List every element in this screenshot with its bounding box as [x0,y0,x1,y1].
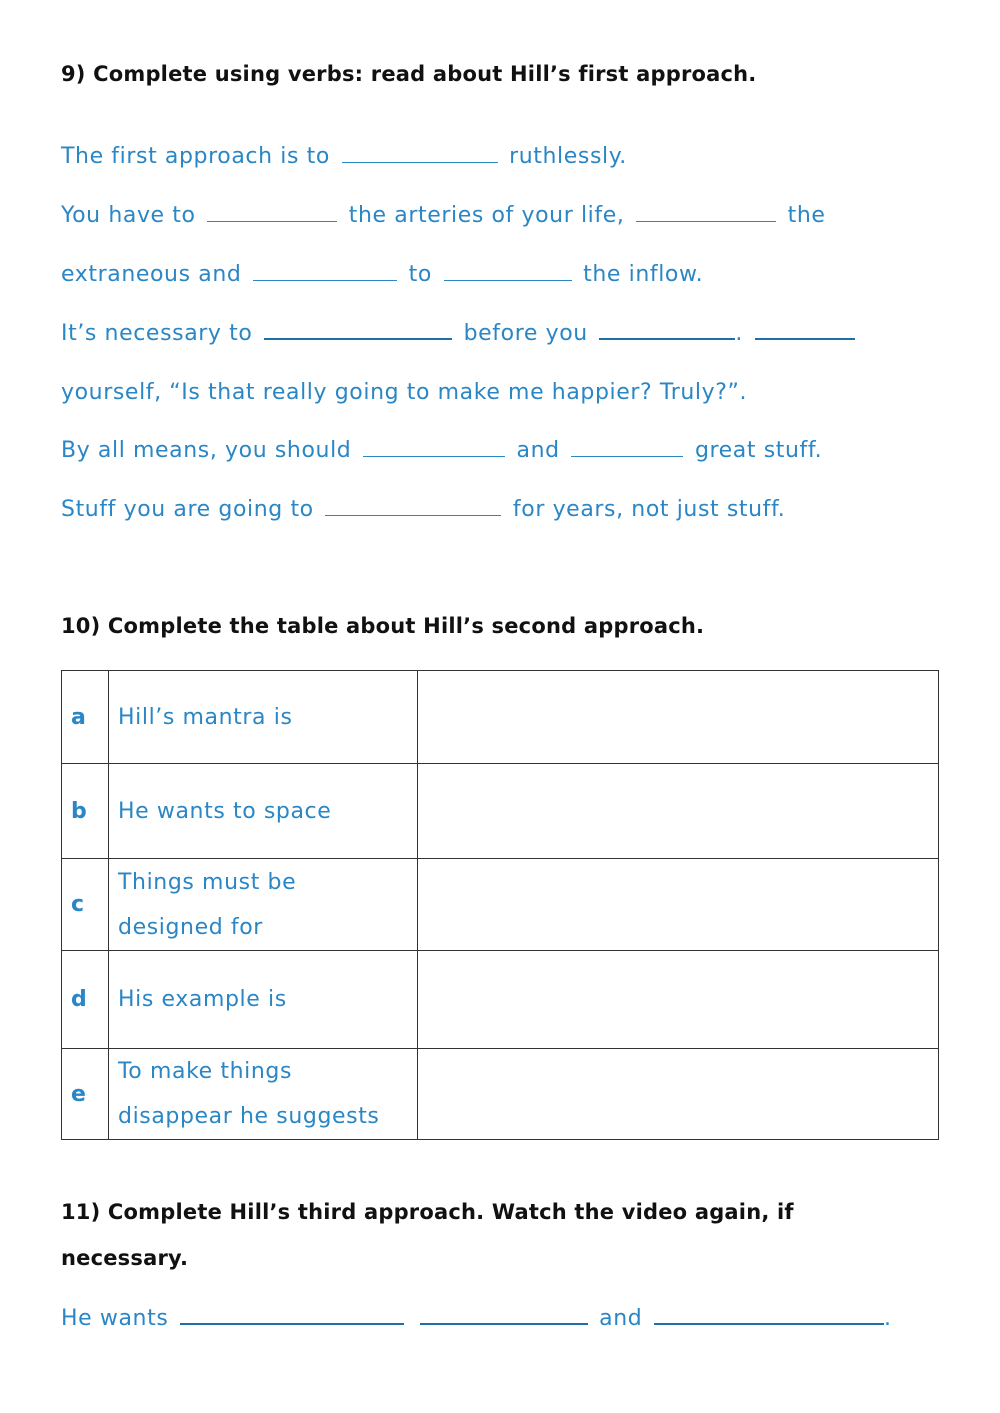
row-prompt: To make things disappear he suggests [109,1049,418,1140]
row-prompt: His example is [109,951,418,1049]
row-letter: a [62,671,109,764]
q9-line-3: extraneous and to the inflow. [61,262,704,287]
blank-12[interactable] [180,1305,404,1325]
row-answer[interactable] [418,859,939,951]
row-letter: e [62,1049,109,1140]
blank-8[interactable] [755,320,855,340]
q9-line-6: By all means, you should and great stuff. [61,438,823,463]
table-row [62,764,939,859]
blank-1[interactable] [342,144,498,163]
table-row [62,671,939,764]
table-row [62,1049,939,1140]
blank-13[interactable] [420,1305,588,1325]
q11-heading-line-2: necessary. [61,1246,189,1270]
q9-line-1: The first approach is to ruthlessly. [61,144,627,169]
row-answer[interactable] [418,1049,939,1140]
q10-heading: 10) Complete the table about Hill’s second approach. [61,614,705,638]
q9-line-4: It’s necessary to before you . [61,319,859,349]
row-prompt: Hill’s mantra is [109,671,418,764]
q9-heading: 9) Complete using verbs: read about Hill’s first approach. [61,62,757,86]
q11-heading-line-1: 11) Complete Hill’s third approach. Watch the video again, if [61,1200,794,1224]
table-row [62,951,939,1049]
row-letter: b [62,764,109,859]
row-prompt: Things must be designed for [109,859,418,951]
q11-line: He wants and . [61,1306,892,1331]
blank-9[interactable] [363,438,505,457]
approach-table [61,670,939,1140]
q9-line-7: Stuff you are going to for years, not just stuff. [61,497,786,522]
blank-14[interactable] [654,1305,884,1325]
row-answer[interactable] [418,951,939,1049]
row-letter: c [62,859,109,951]
q9-line-5: yourself, “Is that really going to make me happier? Truly?”. [61,380,748,405]
row-answer[interactable] [418,671,939,764]
q9-line-2: You have to the arteries of your life, the [61,203,826,228]
blank-6[interactable] [264,320,452,340]
blank-2[interactable] [207,203,337,222]
table-row [62,859,939,951]
blank-5[interactable] [444,262,572,281]
blank-4[interactable] [253,262,397,281]
blank-10[interactable] [571,438,683,457]
blank-11[interactable] [325,497,501,516]
row-answer[interactable] [418,764,939,859]
row-letter: d [62,951,109,1049]
blank-7[interactable] [599,320,735,340]
row-prompt: He wants to space [109,764,418,859]
blank-3[interactable] [636,203,776,222]
